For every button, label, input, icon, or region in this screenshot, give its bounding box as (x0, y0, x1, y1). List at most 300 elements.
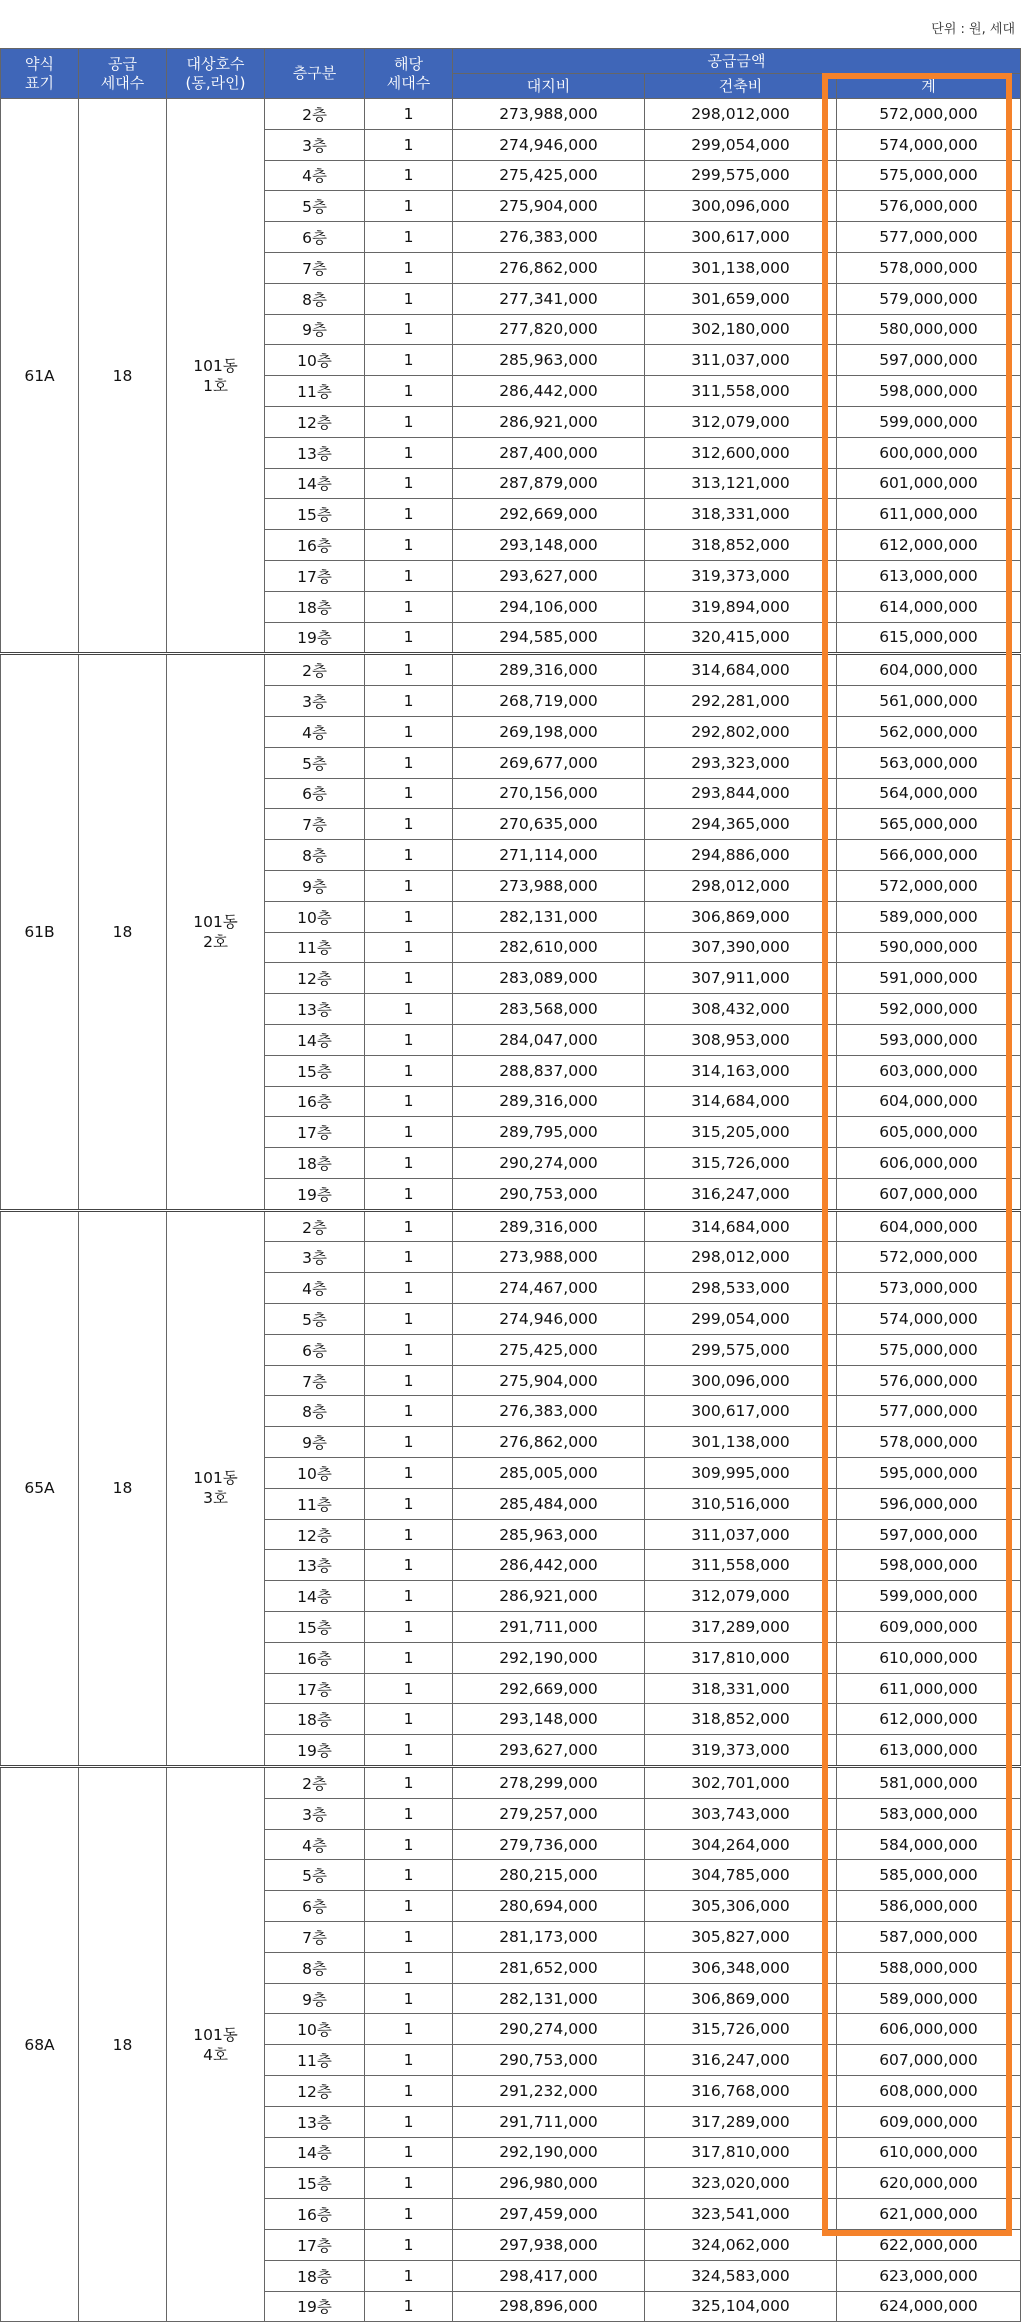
floor-cell: 9층 (265, 314, 365, 345)
land-cost-cell: 280,694,000 (453, 1891, 645, 1922)
building-cost-cell: 315,205,000 (645, 1117, 837, 1148)
floor-cell: 10층 (265, 901, 365, 932)
supply-price-table (0, 48, 1021, 2322)
floor-cell: 9층 (265, 870, 365, 901)
land-cost-cell: 269,198,000 (453, 716, 645, 747)
floor-cell: 19층 (265, 2291, 365, 2322)
table-row (1, 1767, 1021, 1799)
floor-cell: 10층 (265, 2014, 365, 2045)
total-cell: 595,000,000 (837, 1458, 1021, 1489)
total-cell: 574,000,000 (837, 1304, 1021, 1335)
building-cost-cell: 301,138,000 (645, 1427, 837, 1458)
units-cell: 1 (365, 1024, 453, 1055)
floor-cell: 6층 (265, 222, 365, 253)
floor-cell: 11층 (265, 1488, 365, 1519)
total-cell: 575,000,000 (837, 1334, 1021, 1365)
units-cell: 1 (365, 1673, 453, 1704)
units-cell: 1 (365, 1086, 453, 1117)
units-cell: 1 (365, 499, 453, 530)
floor-cell: 7층 (265, 809, 365, 840)
table-body (1, 99, 1021, 2322)
table-row (1, 654, 1021, 686)
units-cell: 1 (365, 1829, 453, 1860)
land-cost-cell: 273,988,000 (453, 99, 645, 130)
floor-cell: 6층 (265, 1891, 365, 1922)
total-cell: 561,000,000 (837, 686, 1021, 717)
total-cell: 615,000,000 (837, 622, 1021, 654)
land-cost-cell: 296,980,000 (453, 2168, 645, 2199)
building-cost-cell: 316,247,000 (645, 2045, 837, 2076)
units-cell: 1 (365, 1519, 453, 1550)
building-cost-cell: 300,617,000 (645, 1396, 837, 1427)
land-cost-cell: 284,047,000 (453, 1024, 645, 1055)
total-cell: 575,000,000 (837, 160, 1021, 191)
total-cell: 606,000,000 (837, 2014, 1021, 2045)
building-cost-cell: 317,810,000 (645, 1642, 837, 1673)
units-cell: 1 (365, 1767, 453, 1799)
units-cell: 1 (365, 1735, 453, 1767)
floor-cell: 4층 (265, 160, 365, 191)
floor-cell: 7층 (265, 252, 365, 283)
land-cost-cell: 273,988,000 (453, 1242, 645, 1273)
floor-cell: 4층 (265, 1273, 365, 1304)
total-cell: 580,000,000 (837, 314, 1021, 345)
floor-cell: 12층 (265, 963, 365, 994)
land-cost-cell: 291,711,000 (453, 1612, 645, 1643)
total-cell: 572,000,000 (837, 99, 1021, 130)
building-cost-cell: 312,600,000 (645, 437, 837, 468)
units-cell: 1 (365, 963, 453, 994)
total-cell: 589,000,000 (837, 901, 1021, 932)
floor-cell: 8층 (265, 1396, 365, 1427)
floor-cell: 15층 (265, 1612, 365, 1643)
target-units-cell: 101동 4호 (167, 1767, 265, 2322)
floor-cell: 16층 (265, 2199, 365, 2230)
land-cost-cell: 279,736,000 (453, 1829, 645, 1860)
total-cell: 607,000,000 (837, 1178, 1021, 1210)
total-cell: 606,000,000 (837, 1148, 1021, 1179)
units-cell: 1 (365, 1273, 453, 1304)
floor-cell: 18층 (265, 1148, 365, 1179)
total-cell: 591,000,000 (837, 963, 1021, 994)
land-cost-cell: 276,862,000 (453, 1427, 645, 1458)
total-cell: 610,000,000 (837, 1642, 1021, 1673)
building-cost-cell: 314,163,000 (645, 1055, 837, 1086)
total-cell: 566,000,000 (837, 840, 1021, 871)
building-cost-cell: 312,079,000 (645, 406, 837, 437)
header-floor: 층구분 (265, 49, 365, 99)
building-cost-cell: 311,037,000 (645, 1519, 837, 1550)
building-cost-cell: 323,020,000 (645, 2168, 837, 2199)
total-cell: 589,000,000 (837, 1983, 1021, 2014)
land-cost-cell: 270,635,000 (453, 809, 645, 840)
total-cell: 609,000,000 (837, 1612, 1021, 1643)
floor-cell: 16층 (265, 1642, 365, 1673)
floor-cell: 8층 (265, 283, 365, 314)
floor-cell: 2층 (265, 1210, 365, 1242)
building-cost-cell: 298,533,000 (645, 1273, 837, 1304)
total-cell: 624,000,000 (837, 2291, 1021, 2322)
total-cell: 588,000,000 (837, 1952, 1021, 1983)
units-cell: 1 (365, 530, 453, 561)
total-cell: 623,000,000 (837, 2260, 1021, 2291)
supply-units-cell: 18 (79, 1210, 167, 1766)
building-cost-cell: 316,247,000 (645, 1178, 837, 1210)
floor-cell: 5층 (265, 1304, 365, 1335)
units-cell: 1 (365, 1178, 453, 1210)
total-cell: 612,000,000 (837, 530, 1021, 561)
total-cell: 612,000,000 (837, 1704, 1021, 1735)
total-cell: 578,000,000 (837, 1427, 1021, 1458)
units-cell: 1 (365, 1458, 453, 1489)
floor-cell: 12층 (265, 406, 365, 437)
building-cost-cell: 309,995,000 (645, 1458, 837, 1489)
building-cost-cell: 302,701,000 (645, 1767, 837, 1799)
floor-cell: 17층 (265, 1673, 365, 1704)
building-cost-cell: 325,104,000 (645, 2291, 837, 2322)
floor-cell: 16층 (265, 1086, 365, 1117)
total-cell: 562,000,000 (837, 716, 1021, 747)
units-cell: 1 (365, 160, 453, 191)
total-cell: 581,000,000 (837, 1767, 1021, 1799)
units-cell: 1 (365, 1642, 453, 1673)
units-cell: 1 (365, 1612, 453, 1643)
floor-cell: 5층 (265, 1860, 365, 1891)
floor-cell: 11층 (265, 2045, 365, 2076)
total-cell: 614,000,000 (837, 591, 1021, 622)
land-cost-cell: 278,299,000 (453, 1767, 645, 1799)
land-cost-cell: 293,627,000 (453, 1735, 645, 1767)
units-cell: 1 (365, 2014, 453, 2045)
floor-cell: 15층 (265, 2168, 365, 2199)
total-cell: 600,000,000 (837, 437, 1021, 468)
building-cost-cell: 292,281,000 (645, 686, 837, 717)
land-cost-cell: 276,862,000 (453, 252, 645, 283)
total-cell: 578,000,000 (837, 252, 1021, 283)
building-cost-cell: 304,264,000 (645, 1829, 837, 1860)
units-cell: 1 (365, 2168, 453, 2199)
land-cost-cell: 289,316,000 (453, 1210, 645, 1242)
table-row (1, 1210, 1021, 1242)
units-cell: 1 (365, 1334, 453, 1365)
type-cell: 65A (1, 1210, 79, 1766)
land-cost-cell: 285,484,000 (453, 1488, 645, 1519)
land-cost-cell: 268,719,000 (453, 686, 645, 717)
building-cost-cell: 314,684,000 (645, 1210, 837, 1242)
land-cost-cell: 276,383,000 (453, 1396, 645, 1427)
land-cost-cell: 290,753,000 (453, 2045, 645, 2076)
units-cell: 1 (365, 1581, 453, 1612)
floor-cell: 13층 (265, 2106, 365, 2137)
floor-cell: 7층 (265, 1922, 365, 1953)
units-cell: 1 (365, 376, 453, 407)
building-cost-cell: 318,852,000 (645, 1704, 837, 1735)
units-cell: 1 (365, 99, 453, 130)
units-cell: 1 (365, 560, 453, 591)
building-cost-cell: 306,869,000 (645, 1983, 837, 2014)
floor-cell: 8층 (265, 840, 365, 871)
header-type: 약식 표기 (1, 49, 79, 99)
floor-cell: 15층 (265, 499, 365, 530)
units-cell: 1 (365, 191, 453, 222)
land-cost-cell: 279,257,000 (453, 1798, 645, 1829)
floor-cell: 3층 (265, 1798, 365, 1829)
total-cell: 621,000,000 (837, 2199, 1021, 2230)
land-cost-cell: 294,106,000 (453, 591, 645, 622)
total-cell: 604,000,000 (837, 1210, 1021, 1242)
units-cell: 1 (365, 437, 453, 468)
building-cost-cell: 324,583,000 (645, 2260, 837, 2291)
total-cell: 607,000,000 (837, 2045, 1021, 2076)
units-cell: 1 (365, 2106, 453, 2137)
total-cell: 576,000,000 (837, 191, 1021, 222)
floor-cell: 14층 (265, 1024, 365, 1055)
units-cell: 1 (365, 1396, 453, 1427)
total-cell: 573,000,000 (837, 1273, 1021, 1304)
total-cell: 603,000,000 (837, 1055, 1021, 1086)
building-cost-cell: 299,575,000 (645, 1334, 837, 1365)
land-cost-cell: 286,921,000 (453, 1581, 645, 1612)
floor-cell: 14층 (265, 1581, 365, 1612)
target-units-cell: 101동 3호 (167, 1210, 265, 1766)
building-cost-cell: 316,768,000 (645, 2076, 837, 2107)
building-cost-cell: 294,886,000 (645, 840, 837, 871)
total-cell: 563,000,000 (837, 747, 1021, 778)
units-cell: 1 (365, 283, 453, 314)
floor-cell: 13층 (265, 994, 365, 1025)
building-cost-cell: 303,743,000 (645, 1798, 837, 1829)
floor-cell: 18층 (265, 591, 365, 622)
land-cost-cell: 292,190,000 (453, 1642, 645, 1673)
land-cost-cell: 289,316,000 (453, 1086, 645, 1117)
total-cell: 609,000,000 (837, 2106, 1021, 2137)
land-cost-cell: 275,904,000 (453, 1365, 645, 1396)
floor-cell: 3층 (265, 129, 365, 160)
land-cost-cell: 291,711,000 (453, 2106, 645, 2137)
land-cost-cell: 288,837,000 (453, 1055, 645, 1086)
land-cost-cell: 290,274,000 (453, 2014, 645, 2045)
units-cell: 1 (365, 1242, 453, 1273)
units-cell: 1 (365, 778, 453, 809)
units-cell: 1 (365, 345, 453, 376)
floor-cell: 19층 (265, 1178, 365, 1210)
units-cell: 1 (365, 994, 453, 1025)
land-cost-cell: 274,467,000 (453, 1273, 645, 1304)
building-cost-cell: 308,953,000 (645, 1024, 837, 1055)
land-cost-cell: 285,963,000 (453, 345, 645, 376)
total-cell: 622,000,000 (837, 2229, 1021, 2260)
units-cell: 1 (365, 2229, 453, 2260)
total-cell: 608,000,000 (837, 2076, 1021, 2107)
total-cell: 586,000,000 (837, 1891, 1021, 1922)
total-cell: 577,000,000 (837, 222, 1021, 253)
land-cost-cell: 283,568,000 (453, 994, 645, 1025)
land-cost-cell: 275,425,000 (453, 1334, 645, 1365)
total-cell: 597,000,000 (837, 1519, 1021, 1550)
building-cost-cell: 299,575,000 (645, 160, 837, 191)
units-cell: 1 (365, 222, 453, 253)
supply-units-cell: 18 (79, 654, 167, 1210)
floor-cell: 4층 (265, 1829, 365, 1860)
building-cost-cell: 308,432,000 (645, 994, 837, 1025)
units-cell: 1 (365, 840, 453, 871)
floor-cell: 8층 (265, 1952, 365, 1983)
land-cost-cell: 297,459,000 (453, 2199, 645, 2230)
floor-cell: 17층 (265, 1117, 365, 1148)
building-cost-cell: 300,617,000 (645, 222, 837, 253)
target-units-cell: 101동 1호 (167, 99, 265, 654)
land-cost-cell: 274,946,000 (453, 1304, 645, 1335)
units-cell: 1 (365, 1488, 453, 1519)
building-cost-cell: 314,684,000 (645, 654, 837, 686)
land-cost-cell: 275,425,000 (453, 160, 645, 191)
total-cell: 610,000,000 (837, 2137, 1021, 2168)
land-cost-cell: 269,677,000 (453, 747, 645, 778)
building-cost-cell: 319,894,000 (645, 591, 837, 622)
units-cell: 1 (365, 1365, 453, 1396)
total-cell: 572,000,000 (837, 1242, 1021, 1273)
building-cost-cell: 305,306,000 (645, 1891, 837, 1922)
total-cell: 604,000,000 (837, 654, 1021, 686)
units-cell: 1 (365, 1117, 453, 1148)
units-cell: 1 (365, 901, 453, 932)
units-cell: 1 (365, 1148, 453, 1179)
land-cost-cell: 291,232,000 (453, 2076, 645, 2107)
supply-units-cell: 18 (79, 1767, 167, 2322)
land-cost-cell: 283,089,000 (453, 963, 645, 994)
total-cell: 605,000,000 (837, 1117, 1021, 1148)
total-cell: 611,000,000 (837, 1673, 1021, 1704)
units-cell: 1 (365, 1550, 453, 1581)
floor-cell: 9층 (265, 1427, 365, 1458)
units-cell: 1 (365, 252, 453, 283)
type-cell: 68A (1, 1767, 79, 2322)
units-cell: 1 (365, 1704, 453, 1735)
header-supply-units: 공급 세대수 (79, 49, 167, 99)
floor-cell: 2층 (265, 1767, 365, 1799)
units-cell: 1 (365, 1427, 453, 1458)
building-cost-cell: 293,323,000 (645, 747, 837, 778)
type-cell: 61B (1, 654, 79, 1210)
total-cell: 577,000,000 (837, 1396, 1021, 1427)
floor-cell: 6층 (265, 778, 365, 809)
units-cell: 1 (365, 591, 453, 622)
total-cell: 583,000,000 (837, 1798, 1021, 1829)
units-cell: 1 (365, 1304, 453, 1335)
building-cost-cell: 311,037,000 (645, 345, 837, 376)
land-cost-cell: 290,753,000 (453, 1178, 645, 1210)
land-cost-cell: 280,215,000 (453, 1860, 645, 1891)
land-cost-cell: 286,442,000 (453, 1550, 645, 1581)
building-cost-cell: 317,289,000 (645, 1612, 837, 1643)
building-cost-cell: 298,012,000 (645, 1242, 837, 1273)
building-cost-cell: 310,516,000 (645, 1488, 837, 1519)
building-cost-cell: 318,331,000 (645, 1673, 837, 1704)
floor-cell: 3층 (265, 686, 365, 717)
land-cost-cell: 285,005,000 (453, 1458, 645, 1489)
total-cell: 590,000,000 (837, 932, 1021, 963)
land-cost-cell: 287,400,000 (453, 437, 645, 468)
header-land: 대지비 (453, 74, 645, 99)
table-header (1, 49, 1021, 99)
land-cost-cell: 289,795,000 (453, 1117, 645, 1148)
building-cost-cell: 320,415,000 (645, 622, 837, 654)
total-cell: 574,000,000 (837, 129, 1021, 160)
floor-cell: 19층 (265, 622, 365, 654)
total-cell: 601,000,000 (837, 468, 1021, 499)
total-cell: 604,000,000 (837, 1086, 1021, 1117)
building-cost-cell: 292,802,000 (645, 716, 837, 747)
total-cell: 593,000,000 (837, 1024, 1021, 1055)
total-cell: 585,000,000 (837, 1860, 1021, 1891)
land-cost-cell: 274,946,000 (453, 129, 645, 160)
header-building: 건축비 (645, 74, 837, 99)
floor-cell: 10층 (265, 345, 365, 376)
building-cost-cell: 302,180,000 (645, 314, 837, 345)
building-cost-cell: 314,684,000 (645, 1086, 837, 1117)
floor-cell: 14층 (265, 2137, 365, 2168)
units-cell: 1 (365, 2076, 453, 2107)
building-cost-cell: 305,827,000 (645, 1922, 837, 1953)
land-cost-cell: 289,316,000 (453, 654, 645, 686)
land-cost-cell: 276,383,000 (453, 222, 645, 253)
building-cost-cell: 306,869,000 (645, 901, 837, 932)
total-cell: 572,000,000 (837, 870, 1021, 901)
building-cost-cell: 299,054,000 (645, 129, 837, 160)
building-cost-cell: 300,096,000 (645, 1365, 837, 1396)
supply-units-cell: 18 (79, 99, 167, 654)
target-units-cell: 101동 2호 (167, 654, 265, 1210)
land-cost-cell: 282,610,000 (453, 932, 645, 963)
unit-label: 단위 : 원, 세대 (931, 22, 1015, 37)
total-cell: 613,000,000 (837, 1735, 1021, 1767)
total-cell: 587,000,000 (837, 1922, 1021, 1953)
total-cell: 565,000,000 (837, 809, 1021, 840)
land-cost-cell: 270,156,000 (453, 778, 645, 809)
land-cost-cell: 298,417,000 (453, 2260, 645, 2291)
land-cost-cell: 292,669,000 (453, 1673, 645, 1704)
floor-cell: 14층 (265, 468, 365, 499)
land-cost-cell: 282,131,000 (453, 901, 645, 932)
floor-cell: 13층 (265, 437, 365, 468)
total-cell: 620,000,000 (837, 2168, 1021, 2199)
land-cost-cell: 273,988,000 (453, 870, 645, 901)
floor-cell: 2층 (265, 99, 365, 130)
floor-cell: 5층 (265, 747, 365, 778)
floor-cell: 18층 (265, 1704, 365, 1735)
floor-cell: 2층 (265, 654, 365, 686)
floor-cell: 11층 (265, 932, 365, 963)
building-cost-cell: 301,138,000 (645, 252, 837, 283)
land-cost-cell: 277,341,000 (453, 283, 645, 314)
header-target-units: 대상호수 (동,라인) (167, 49, 265, 99)
units-cell: 1 (365, 2137, 453, 2168)
units-cell: 1 (365, 2260, 453, 2291)
building-cost-cell: 307,911,000 (645, 963, 837, 994)
land-cost-cell: 290,274,000 (453, 1148, 645, 1179)
land-cost-cell: 285,963,000 (453, 1519, 645, 1550)
building-cost-cell: 311,558,000 (645, 376, 837, 407)
units-cell: 1 (365, 622, 453, 654)
building-cost-cell: 324,062,000 (645, 2229, 837, 2260)
building-cost-cell: 293,844,000 (645, 778, 837, 809)
units-cell: 1 (365, 468, 453, 499)
land-cost-cell: 292,190,000 (453, 2137, 645, 2168)
building-cost-cell: 315,726,000 (645, 1148, 837, 1179)
floor-cell: 17층 (265, 2229, 365, 2260)
building-cost-cell: 311,558,000 (645, 1550, 837, 1581)
header-units: 해당 세대수 (365, 49, 453, 99)
